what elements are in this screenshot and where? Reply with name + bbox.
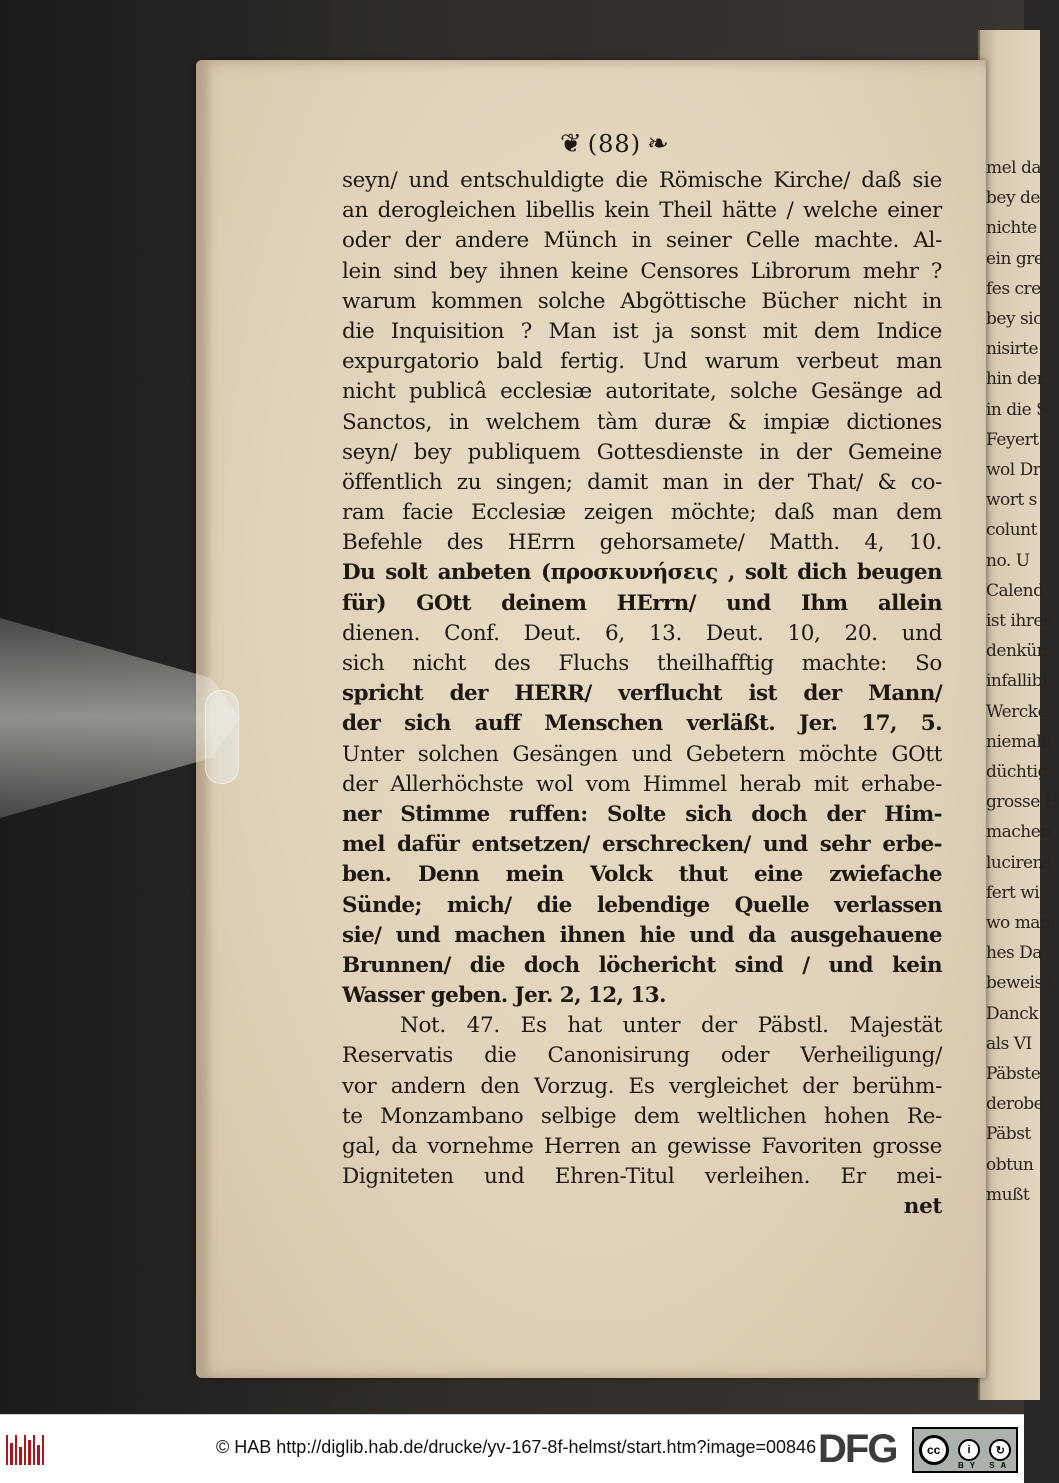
facing-page-line: machen [986,822,1051,843]
facing-page-line: hes Da [986,943,1042,964]
facing-page-line: fes cre [986,278,1041,299]
facing-page-line: Danck [986,1003,1039,1024]
text-line: warum kommen solche Abgöttische Bücher nicht in [342,288,942,314]
facing-page-line: wort s [986,490,1037,511]
text-line: mel dafür entsetzen/ erschrecken/ und sehr erbe- [342,832,942,858]
hab-logo-icon [6,1435,44,1465]
facing-page-line: nichte [986,218,1037,239]
facing-page-line: ein gre [986,248,1044,269]
facing-page-line: nisirte [986,339,1039,360]
facing-page-line: grosse H [986,792,1059,813]
facing-page-line: mußt [986,1184,1030,1205]
text-line: dienen. Conf. Deut. 6, 13. Deut. 10, 20. und [342,620,942,646]
text-line: für) GOtt deinem HErrn/ und Ihm allein [342,590,942,616]
facing-page-line: lucirens [986,852,1052,873]
facing-page-line: mel da [986,158,1042,178]
facing-page-line: beweise [986,973,1053,994]
page-header [560,126,669,162]
left-ornament-icon: ❦ [560,129,582,159]
cc-icon: cc [919,1435,949,1465]
text-line: Digniteten und Ehren-Titul verleihen. Er mei- [342,1164,942,1190]
text-line: sich nicht des Fluchs theilhafftig machte: So [342,651,942,676]
text-line: sie/ und machen ihnen hie und da ausgehauene [342,922,942,948]
text-line: te Monzambano selbige dem weltlichen hohen Re- [342,1103,942,1129]
facing-page-line: niemahl [986,731,1052,752]
text-line: an derogleichen libellis kein Theil hätte / welche einer [342,198,942,224]
page-number: (88) [587,130,642,158]
facing-page-line: bey de [986,188,1040,209]
text-line: Unter solchen Gesängen und Gebetern möchte GOtt [342,741,942,767]
facing-page-line: Feyert [986,429,1039,450]
text-line: oder der andere Münch in seiner Celle machte. Al- [342,228,942,254]
text-line: Du solt anbeten (προσκυνήσεις , solt dich beugen [342,560,942,586]
facing-page-edge [978,30,1059,1400]
text-line: Wasser geben. Jer. 2, 12, 13. [342,983,666,1009]
text-line: Sanctos, in welchem tàm duræ & impiæ dictiones [342,409,942,435]
text-line: gal, da vornehme Herren an gewisse Favoriten grosse [342,1134,942,1159]
text-line: ner Stimme ruffen: Solte sich doch der Him- [342,801,942,827]
facing-page-line: infallibl [986,671,1047,692]
facing-page-line: bey sic [986,309,1043,329]
text-line: vor andern den Vorzug. Es vergleichet der berühm- [342,1073,942,1099]
text-line: seyn/ und entschuldigte die Römische Kirche/ daß sie [342,168,942,193]
facing-page-line: hin der [986,369,1045,390]
facing-page-line: Wercke [986,701,1048,722]
facing-page-line: wol Dr [986,460,1041,480]
facing-page-line: ist ihrer [986,611,1051,631]
facing-page-line: düchtig [986,762,1048,782]
copyright-link[interactable]: © HAB http://diglib.hab.de/drucke/yv-167-8f-helmst/start.htm?image=00846 [216,1437,817,1457]
license-by-label: BY [958,1461,981,1470]
facing-page-line: fert wi [986,882,1040,903]
facing-page-line: derobe [986,1094,1044,1115]
facing-page-line: Päbste [986,1064,1041,1084]
text-line: seyn/ bey publiquem Gottesdienste in der Gemeine [342,439,942,465]
facing-page-line: als VI [986,1033,1032,1054]
facing-page-line: wo man [986,913,1051,933]
text-line: lein sind bey ihnen keine Censores Librorum mehr ? [342,258,942,284]
cc-license-badge[interactable] [912,1427,1018,1473]
text-line: nicht publicâ ecclesiæ autoritate, solche Gesänge ad [342,379,942,405]
text-line: ram facie Ecclesiæ zeigen möchte; daß man dem [342,500,942,526]
text-line: Not. 47. Es hat unter der Päbstl. Majestät [400,1013,942,1039]
facing-page-line: Calend [986,580,1044,601]
facing-page-line: colunt [986,520,1037,541]
text-line: spricht der HERR/ verflucht ist der Mann/ [342,681,942,707]
cc-license-labels [958,1461,1012,1470]
text-line: Sünde; mich/ die lebendige Quelle verlassen [342,892,942,918]
text-line: expurgatorio bald fertig. Und warum verbeut man [342,349,942,375]
text-line: die Inquisition ? Man ist ja sonst mit dem Indice [342,318,942,344]
facing-page-line: in die S [986,399,1048,420]
body-text [342,166,942,1223]
dfg-logo: DFG [818,1427,897,1471]
license-sa-label: SA [989,1461,1013,1470]
text-line: der Allerhöchste wol vom Himmel herab mit erhabe- [342,771,942,797]
facing-page-line: no. U [986,550,1030,571]
right-ornament-icon: ❧ [647,129,669,159]
text-line: Brunnen/ die doch löchericht sind / und kein [342,952,942,978]
facing-page-line: obtun [986,1154,1034,1175]
text-line: ben. Denn mein Volck thut eine zwiefache [342,862,942,888]
facing-page-line: denkün [986,641,1048,662]
text-line: Reservatis die Canonisirung oder Verheiligung/ [342,1043,942,1069]
attribution-icon: i [958,1439,980,1461]
share-alike-icon: ↻ [989,1439,1011,1461]
glass-page-weight-edge [205,690,239,784]
text-line: Befehle des HErrn gehorsamete/ Matth. 4, 10. [342,530,942,556]
text-line: net [903,1194,942,1220]
footer-bar [0,1414,1024,1483]
text-line: der sich auff Menschen verläßt. Jer. 17, 5. [342,711,942,737]
facing-page-line: Päbst [986,1124,1031,1145]
text-line: öffentlich zu singen; damit man in der That/ & co- [342,469,942,495]
